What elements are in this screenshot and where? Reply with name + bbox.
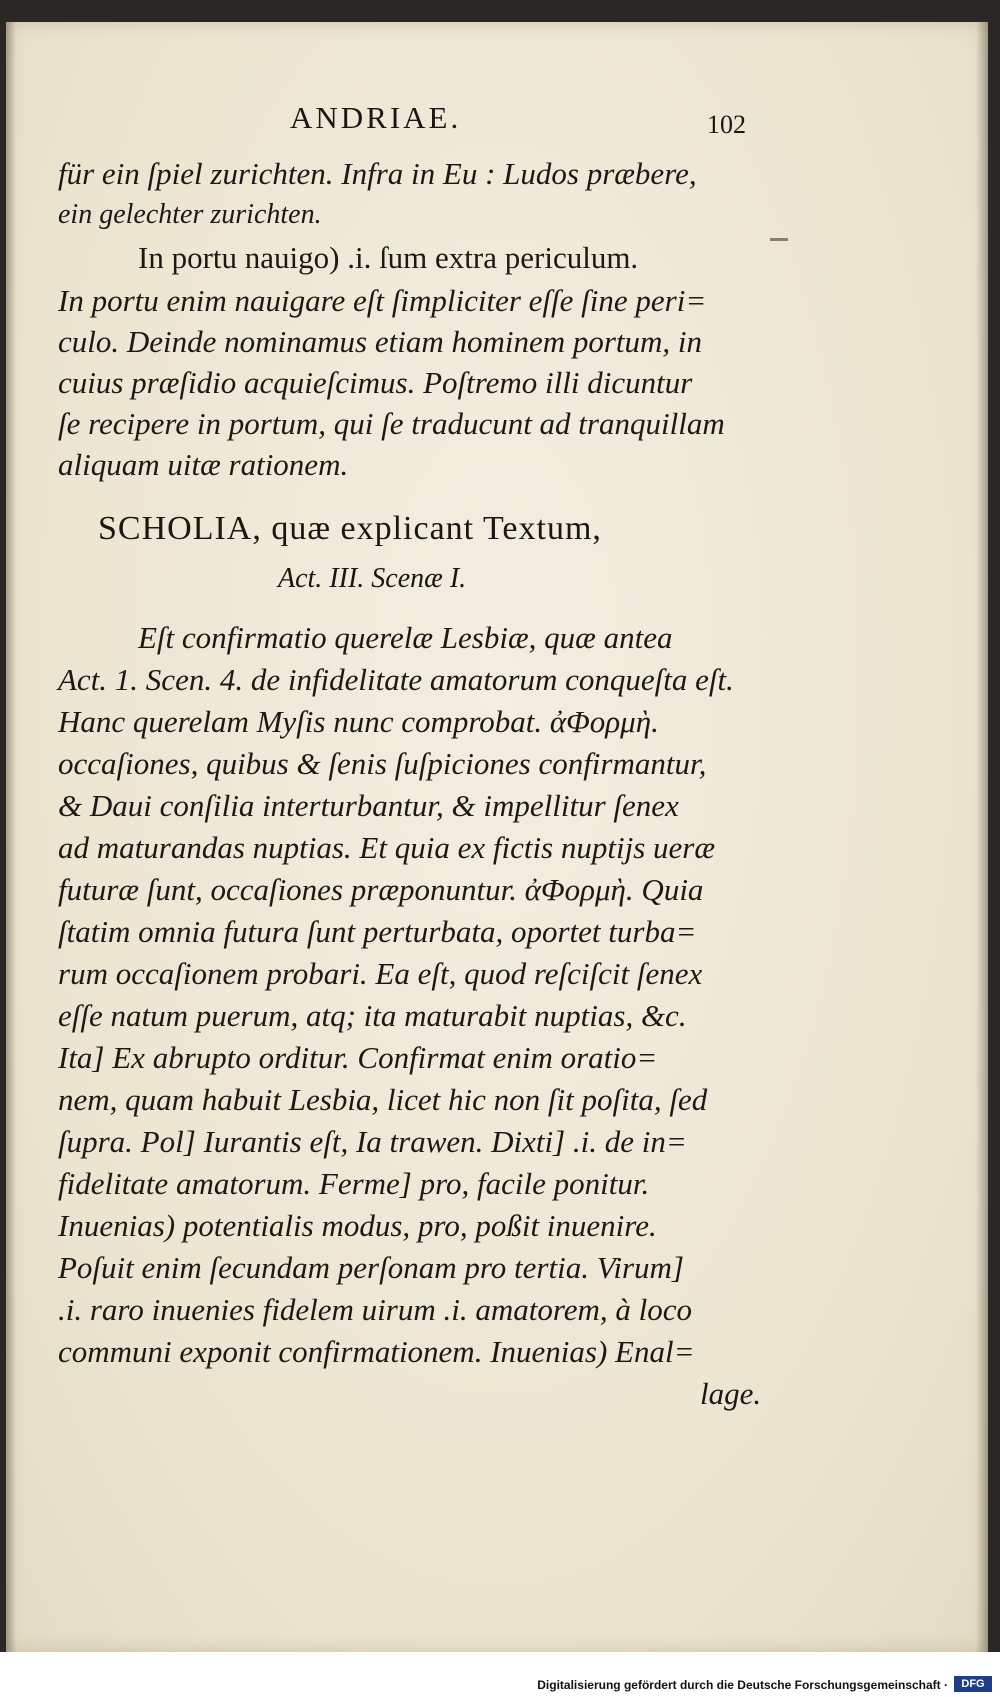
text-line: ſe recipere in portum, qui ſe traducunt ad tranquillam: [58, 406, 725, 441]
printer-mark: [770, 238, 788, 241]
text-line: ad maturandas nuptias. Et quia ex fictis nuptijs ueræ: [58, 830, 716, 865]
text-line: aliquam uitæ rationem.: [58, 447, 349, 482]
text-line: eſſe natum puerum, atq; ita maturabit nuptias, &c.: [58, 998, 687, 1033]
text-line: cuius præſidio acquieſcimus. Poſtremo illi dicuntur: [58, 365, 693, 400]
text-line: communi exponit confirmationem. Inuenias) Enal=: [58, 1334, 695, 1369]
text-line: In portu enim nauigare eſt ſimpliciter eſſe ſine peri=: [58, 283, 707, 318]
page-number: 102: [707, 110, 746, 139]
text-line: Ita] Ex abrupto orditur. Confirmat enim oratio=: [58, 1040, 658, 1075]
text-line: Eſt confirmatio querelæ Lesbiæ, quæ antea: [138, 620, 673, 655]
text-line: ein gelechter zurichten.: [58, 199, 322, 230]
text-line: fidelitate amatorum. Ferme] pro, facile ponitur.: [58, 1166, 650, 1201]
running-title: ANDRIAE.: [290, 100, 462, 135]
text-line: occaſiones, quibus & ſenis ſuſpiciones confirmantur,: [58, 746, 707, 781]
text-line: Hanc querelam Myſis nunc comprobat. ἀΦορμὴ.: [58, 704, 659, 739]
text-line: ſupra. Pol] Iurantis eſt, Ia trawen. Dixti] .i. de in=: [58, 1124, 687, 1159]
text-line: lage.: [700, 1376, 762, 1411]
text-line: .i. raro inuenies fidelem uirum .i. amatorem, à loco: [58, 1292, 693, 1327]
text-line: rum occaſionem probari. Ea eſt, quod reſciſcit ſenex: [58, 956, 703, 991]
dfg-logo: DFG: [954, 1676, 992, 1692]
text-line: culo. Deinde nominamus etiam hominem portum, in: [58, 324, 703, 359]
gutter-shadow: [6, 22, 16, 1652]
text-line: Poſuit enim ſecundam perſonam pro tertia. Virum]: [58, 1250, 684, 1285]
text-line: für ein ſpiel zurichten. Infra in Eu : Ludos præbere,: [58, 156, 697, 191]
page-edge: [976, 22, 988, 1652]
section-subheading: Act. III. Scenæ I.: [278, 563, 467, 594]
section-heading: SCHOLIA, quæ explicant Textum,: [98, 510, 602, 547]
digitization-credit: Digitalisierung gefördert durch die Deutsche Forschungsgemeinschaft ·: [537, 1678, 948, 1692]
text-line: In portu nauigo) .i. ſum extra periculum.: [138, 240, 639, 275]
text-line: & Daui conſilia interturbantur, & impellitur ſenex: [58, 788, 679, 823]
text-line: Inuenias) potentialis modus, pro, poßit inuenire.: [58, 1208, 657, 1243]
text-line: ſtatim omnia futura ſunt perturbata, oportet turba=: [58, 914, 697, 949]
text-line: Act. 1. Scen. 4. de infidelitate amatorum conqueſta eſt.: [58, 662, 734, 697]
text-line: nem, quam habuit Lesbia, licet hic non ſit poſita, ſed: [58, 1082, 708, 1117]
text-line: futuræ ſunt, occaſiones præponuntur. ἀΦορμὴ. Quia: [58, 872, 704, 907]
